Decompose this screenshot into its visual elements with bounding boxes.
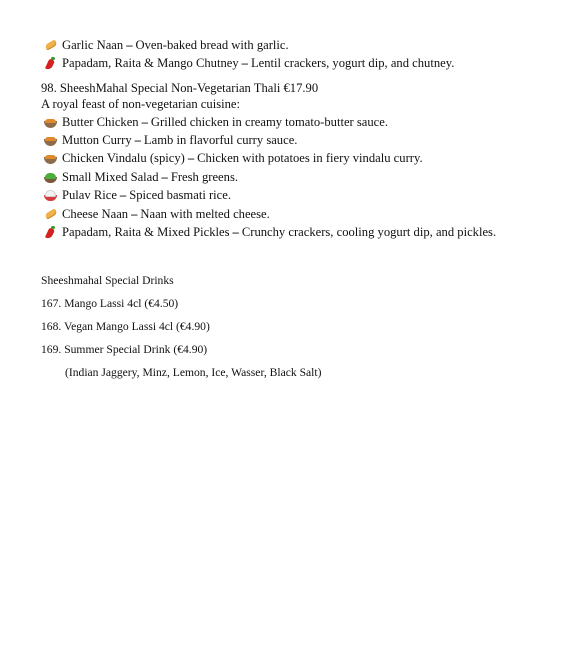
item-desc: Naan with melted cheese. xyxy=(140,207,270,221)
naan-icon xyxy=(44,208,57,221)
item-dash: – xyxy=(232,225,239,239)
item-dash: – xyxy=(187,151,195,165)
list-item xyxy=(44,170,238,185)
item-desc: Lentil crackers, yogurt dip, and chutney. xyxy=(250,56,455,70)
item-desc: Lamb in flavorful curry sauce. xyxy=(143,133,298,147)
drink-note: (Indian Jaggery, Minz, Lemon, Ice, Wasser, Black Salt) xyxy=(65,366,322,379)
list-item xyxy=(44,115,388,130)
salad-icon xyxy=(44,171,57,184)
item-desc: Spiced basmati rice. xyxy=(129,188,231,202)
curry-icon xyxy=(44,116,57,129)
item-name: Small Mixed Salad xyxy=(62,170,159,184)
item-dash: – xyxy=(126,38,133,52)
list-item xyxy=(44,151,423,166)
drinks-heading: Sheeshmahal Special Drinks xyxy=(41,274,174,287)
thali-subtitle: A royal feast of non-vegetarian cuisine: xyxy=(41,97,240,111)
curry-icon xyxy=(44,152,57,165)
thali-title: 98. SheeshMahal Special Non-Vegetarian Thali €17.90 xyxy=(41,81,319,95)
list-item xyxy=(44,38,289,53)
item-dash: – xyxy=(134,133,141,147)
item-name: Butter Chicken xyxy=(62,115,139,129)
drink-item: 169. Summer Special Drink (€4.90) xyxy=(41,343,208,356)
list-item xyxy=(44,133,297,148)
list-item xyxy=(44,56,454,71)
naan-icon xyxy=(44,39,57,52)
item-name: Cheese Naan xyxy=(62,207,129,221)
list-item xyxy=(44,188,231,203)
curry-icon xyxy=(44,134,57,147)
item-name: Chicken Vindalu (spicy) xyxy=(62,151,185,165)
item-dash: – xyxy=(141,115,148,129)
drink-item: 167. Mango Lassi 4cl (€4.50) xyxy=(41,297,179,310)
item-name: Garlic Naan xyxy=(62,38,124,52)
item-desc: Crunchy crackers, cooling yogurt dip, and pickles. xyxy=(241,225,497,239)
item-desc: Oven-baked bread with garlic. xyxy=(135,38,289,52)
item-name: Papadam, Raita & Mango Chutney xyxy=(62,56,239,70)
rice-icon xyxy=(44,189,57,202)
item-desc: Chicken with potatoes in fiery vindalu curry. xyxy=(197,151,423,165)
item-name: Mutton Curry xyxy=(62,133,132,147)
item-dash: – xyxy=(131,207,138,221)
chili-icon xyxy=(44,226,57,239)
item-name: Papadam, Raita & Mixed Pickles xyxy=(62,225,230,239)
chili-icon xyxy=(44,57,57,70)
list-item xyxy=(44,207,270,222)
item-desc: Fresh greens. xyxy=(170,170,238,184)
drink-item: 168. Vegan Mango Lassi 4cl (€4.90) xyxy=(41,320,210,333)
list-item xyxy=(44,225,496,240)
item-dash: – xyxy=(161,170,168,184)
item-dash: – xyxy=(119,188,127,202)
item-name: Pulav Rice xyxy=(62,188,117,202)
item-dash: – xyxy=(241,56,248,70)
item-desc: Grilled chicken in creamy tomato-butter sauce. xyxy=(150,115,388,129)
